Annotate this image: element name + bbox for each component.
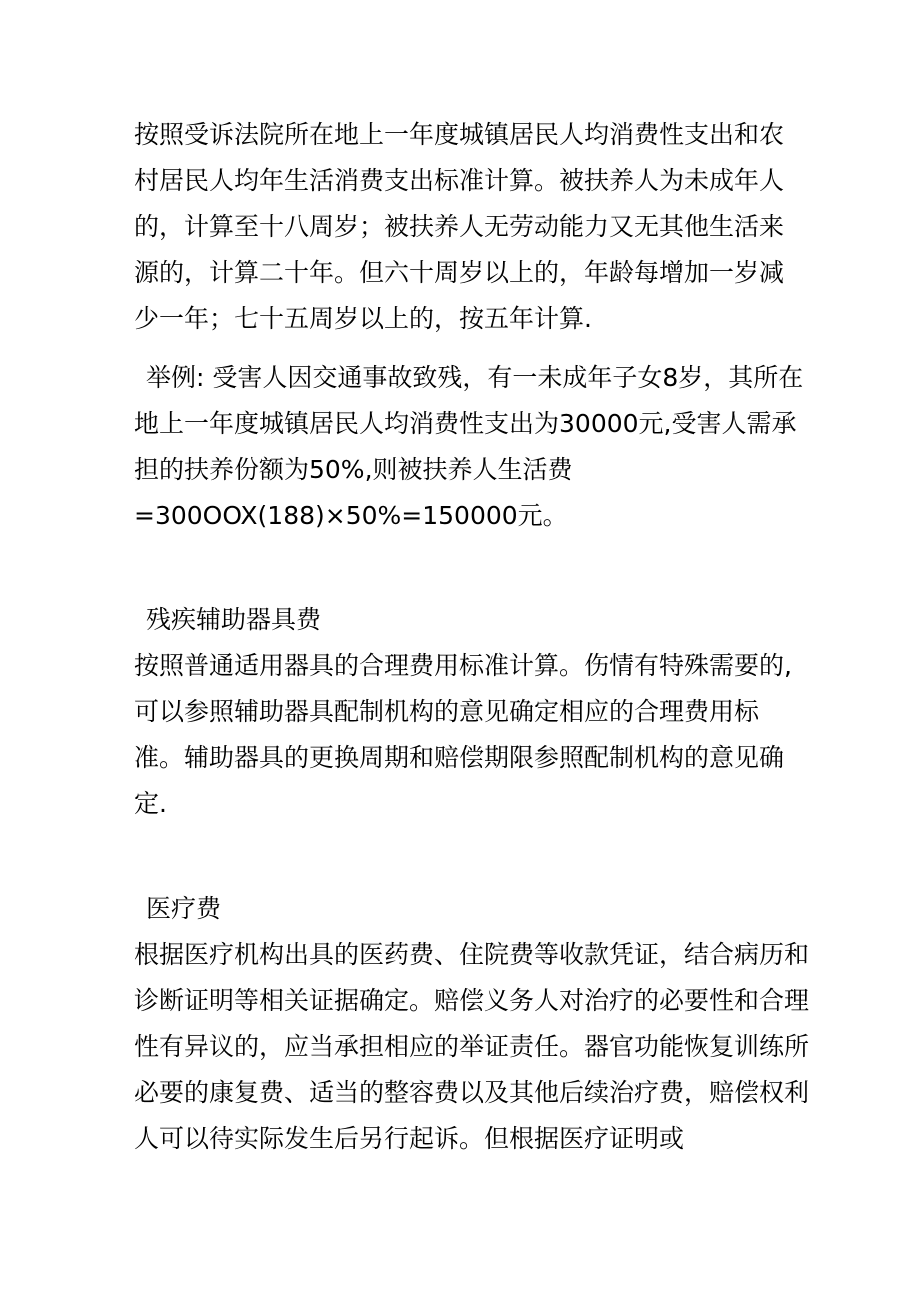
- paragraph-line: 村居民人均年生活消费支出标准计算。被扶养人为未成年人: [134, 166, 785, 195]
- example-line: 地上一年度城镇居民人均消费性支出为30000元,受害人需承: [134, 409, 797, 438]
- paragraph-line: 根据医疗机构出具的医药费、住院费等收款凭证，结合病历和: [134, 940, 810, 969]
- paragraph-line: 定.: [134, 789, 167, 818]
- paragraph-line: 性有异议的，应当承担相应的举证责任。器官功能恢复训练所: [134, 1032, 810, 1061]
- paragraph-line: 可以参照辅助器具配制机构的意见确定相应的合理费用标: [134, 697, 760, 726]
- section-heading: 残疾辅助器具费: [146, 605, 322, 634]
- paragraph-line: 诊断证明等相关证据确定。赔偿义务人对治疗的必要性和合理: [134, 986, 810, 1015]
- paragraph-line: 源的，计算二十年。但六十周岁以上的，年龄每增加一岁减: [134, 258, 785, 287]
- paragraph-line: 必要的康复费、适当的整容费以及其他后续治疗费，赔偿权利: [134, 1078, 810, 1107]
- paragraph-line: 按照普通适用器具的合理费用标准计算。伤情有特殊需要的,: [134, 651, 792, 680]
- example-formula: =300OOX(188)×50%=150000元。: [134, 501, 568, 530]
- paragraph-line: 按照受诉法院所在地上一年度城镇居民人均消费性支出和农: [134, 120, 785, 149]
- example-line: 担的扶养份额为50%,则被扶养人生活费: [134, 455, 573, 484]
- paragraph-line: 的，计算至十八周岁；被扶养人无劳动能力又无其他生活来: [134, 212, 785, 241]
- section-heading: 医疗费: [146, 894, 222, 923]
- example-line: 举例: 受害人因交通事故致残，有一未成年子女8岁，其所在: [146, 363, 804, 392]
- paragraph-line: 少一年；七十五周岁以上的，按五年计算.: [134, 304, 592, 333]
- paragraph-line: 人可以待实际发生后另行起诉。但根据医疗证明或: [134, 1124, 685, 1153]
- paragraph-line: 准。辅助器具的更换周期和赔偿期限参照配制机构的意见确: [134, 743, 785, 772]
